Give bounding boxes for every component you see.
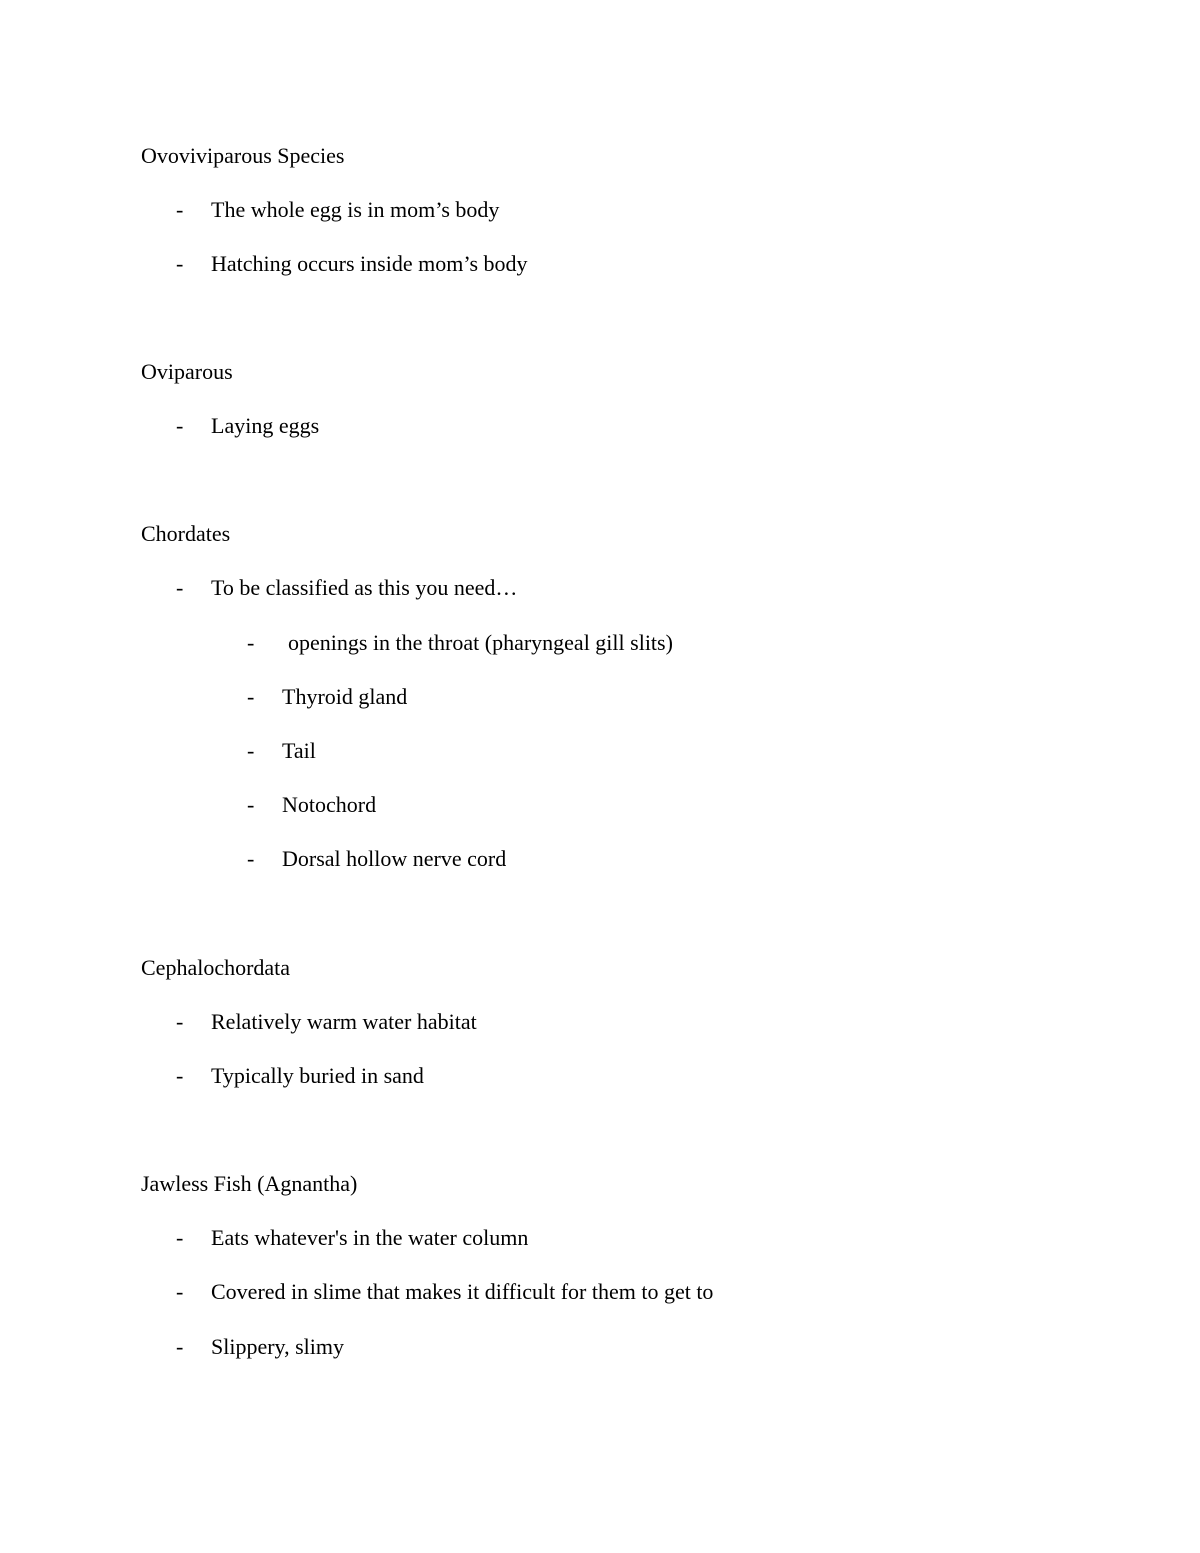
sub-bullet-dash: - — [247, 846, 255, 871]
bullet-dash: - — [176, 251, 184, 276]
section-heading-cephalochordata: Cephalochordata — [141, 955, 291, 980]
bullet-dash: - — [176, 1063, 184, 1088]
bullet-dash: - — [176, 197, 184, 222]
section-heading-oviparous: Oviparous — [141, 359, 233, 384]
sub-bullet-text: Tail — [282, 738, 316, 763]
sub-bullet-dash: - — [247, 792, 255, 817]
bullet-text: To be classified as this you need… — [211, 575, 518, 600]
bullet-text: Hatching occurs inside mom’s body — [211, 251, 528, 276]
sub-bullet-text: openings in the throat (pharyngeal gill slits) — [288, 630, 673, 655]
sub-bullet-dash: - — [247, 738, 255, 763]
bullet-text: Covered in slime that makes it difficult for them to get to — [211, 1279, 714, 1304]
sub-bullet-text: Notochord — [282, 792, 377, 817]
sub-bullet-dash: - — [247, 684, 255, 709]
section-heading-jawless-fish: Jawless Fish (Agnantha) — [141, 1171, 358, 1196]
bullet-text: Eats whatever's in the water column — [211, 1225, 529, 1250]
bullet-text: Typically buried in sand — [211, 1063, 424, 1088]
bullet-dash: - — [176, 575, 184, 600]
bullet-text: Laying eggs — [211, 413, 320, 438]
sub-bullet-text: Thyroid gland — [282, 684, 408, 709]
bullet-dash: - — [176, 413, 184, 438]
bullet-dash: - — [176, 1334, 184, 1359]
bullet-text: Slippery, slimy — [211, 1334, 345, 1359]
section-heading-chordates: Chordates — [141, 521, 231, 546]
bullet-dash: - — [176, 1225, 184, 1250]
bullet-dash: - — [176, 1009, 184, 1034]
bullet-text: Relatively warm water habitat — [211, 1009, 477, 1034]
sub-bullet-text: Dorsal hollow nerve cord — [282, 846, 507, 871]
section-heading-ovoviviparous: Ovoviviparous Species — [141, 143, 345, 168]
sub-bullet-dash: - — [247, 630, 255, 655]
bullet-text: The whole egg is in mom’s body — [211, 197, 500, 222]
bullet-dash: - — [176, 1279, 184, 1304]
